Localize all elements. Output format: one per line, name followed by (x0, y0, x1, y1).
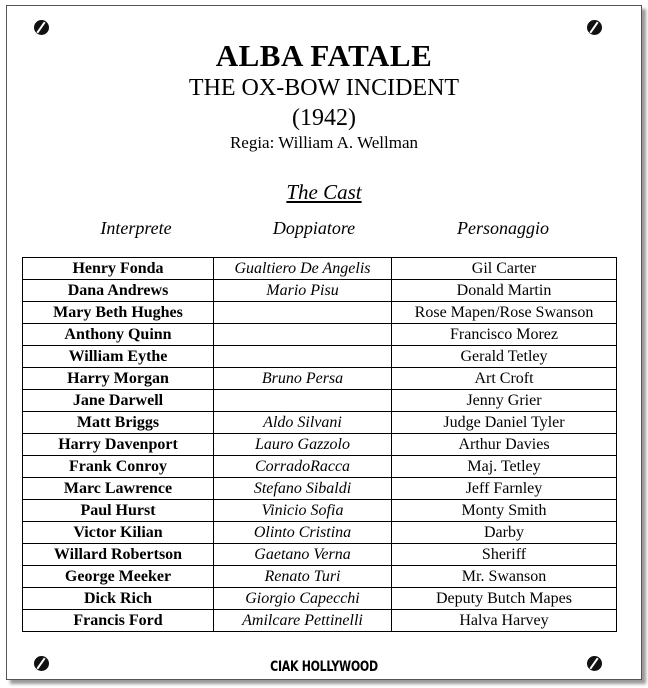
dubber-cell: Lauro Gazzolo (214, 434, 392, 456)
actor-cell: Paul Hurst (23, 500, 214, 522)
actor-cell: Dick Rich (23, 588, 214, 610)
table-row (23, 588, 617, 610)
actor-cell: Harry Davenport (23, 434, 214, 456)
actor-cell: Mary Beth Hughes (23, 302, 214, 324)
actor-cell: Victor Kilian (23, 522, 214, 544)
character-cell: Jeff Farnley (392, 478, 617, 500)
table-row (23, 456, 617, 478)
actor-cell: Dana Andrews (23, 280, 214, 302)
dubber-cell: Giorgio Capecchi (214, 588, 392, 610)
character-cell: Mr. Swanson (392, 566, 617, 588)
table-row (23, 324, 617, 346)
column-header-dubber: Doppiatore (272, 218, 356, 238)
actor-cell: Frank Conroy (23, 456, 214, 478)
director-credit: Regia: William A. Wellman (229, 133, 419, 152)
actor-cell: Anthony Quinn (23, 324, 214, 346)
dubber-cell: Aldo Silvani (214, 412, 392, 434)
table-row (23, 522, 617, 544)
table-row (23, 478, 617, 500)
character-cell: Deputy Butch Mapes (392, 588, 617, 610)
table-row (23, 346, 617, 368)
table-row (23, 368, 617, 390)
dubber-cell (214, 346, 392, 368)
character-cell: Judge Daniel Tyler (392, 412, 617, 434)
character-cell: Arthur Davies (392, 434, 617, 456)
dubber-cell: Renato Turi (214, 566, 392, 588)
table-row (23, 500, 617, 522)
column-header-character: Personaggio (457, 218, 549, 238)
dubber-cell: Mario Pisu (214, 280, 392, 302)
screw-icon (34, 20, 49, 35)
character-cell: Rose Mapen/Rose Swanson (392, 302, 617, 324)
dubber-cell (214, 324, 392, 346)
ciak-hollywood-logo: CIAK HOLLYWOOD (270, 658, 378, 675)
table-row (23, 434, 617, 456)
dubber-cell: Gualtiero De Angelis (214, 258, 392, 280)
character-cell: Jenny Grier (392, 390, 617, 412)
actor-cell: Willard Robertson (23, 544, 214, 566)
dubber-cell: Olinto Cristina (214, 522, 392, 544)
character-cell: Art Croft (392, 368, 617, 390)
column-header-actor: Interprete (100, 218, 172, 238)
dubber-cell (214, 302, 392, 324)
dubber-cell: Gaetano Verna (214, 544, 392, 566)
screw-icon (587, 20, 602, 35)
actor-cell: George Meeker (23, 566, 214, 588)
character-cell: Donald Martin (392, 280, 617, 302)
table-row (23, 544, 617, 566)
character-cell: Francisco Morez (392, 324, 617, 346)
dubber-cell: CorradoRacca (214, 456, 392, 478)
cast-table-body (23, 258, 617, 632)
dubber-cell: Stefano Sibaldi (214, 478, 392, 500)
dubber-cell: Amilcare Pettinelli (214, 610, 392, 632)
table-row (23, 412, 617, 434)
dubber-cell: Bruno Persa (214, 368, 392, 390)
character-cell: Gil Carter (392, 258, 617, 280)
actor-cell: Matt Briggs (23, 412, 214, 434)
table-row (23, 258, 617, 280)
cast-table (22, 257, 617, 632)
character-cell: Gerald Tetley (392, 346, 617, 368)
table-row (23, 280, 617, 302)
cast-heading: The Cast (286, 180, 362, 204)
film-title: ALBA FATALE (215, 38, 433, 73)
actor-cell: Francis Ford (23, 610, 214, 632)
release-year: (1942) (292, 105, 356, 131)
actor-cell: Henry Fonda (23, 258, 214, 280)
character-cell: Sheriff (392, 544, 617, 566)
actor-cell: Harry Morgan (23, 368, 214, 390)
character-cell: Monty Smith (392, 500, 617, 522)
table-row (23, 390, 617, 412)
table-row (23, 566, 617, 588)
character-cell: Halva Harvey (392, 610, 617, 632)
dubber-cell (214, 390, 392, 412)
character-cell: Maj. Tetley (392, 456, 617, 478)
actor-cell: Jane Darwell (23, 390, 214, 412)
actor-cell: William Eythe (23, 346, 214, 368)
actor-cell: Marc Lawrence (23, 478, 214, 500)
table-row (23, 610, 617, 632)
dubber-cell: Vinicio Sofia (214, 500, 392, 522)
table-row (23, 302, 617, 324)
original-title: THE OX-BOW INCIDENT (188, 75, 460, 101)
character-cell: Darby (392, 522, 617, 544)
